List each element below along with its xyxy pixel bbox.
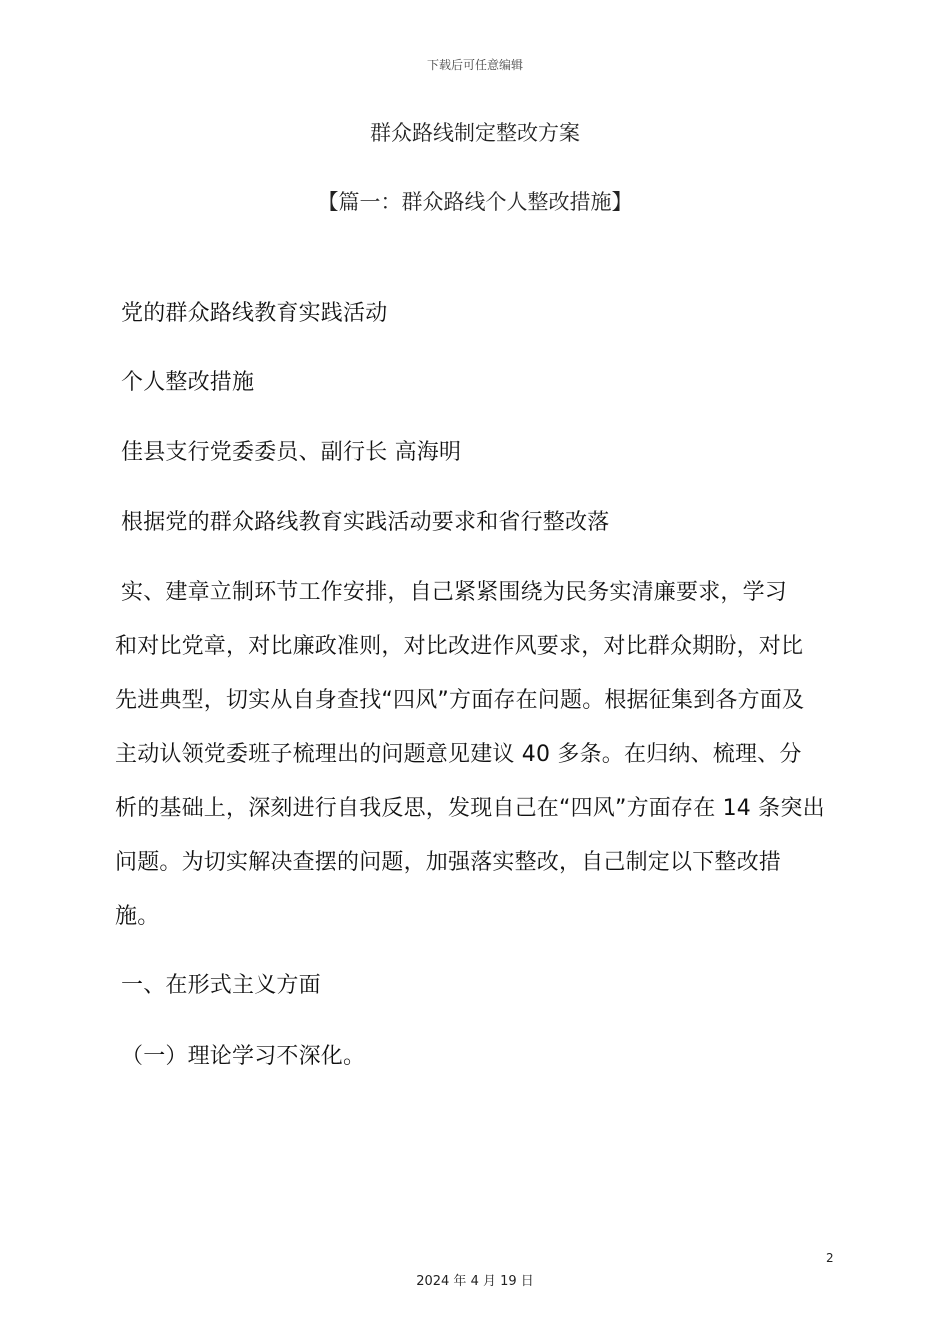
document-subtitle: 【篇一：群众路线个人整改措施】 xyxy=(317,190,633,214)
paragraph-line: 根据党的群众路线教育实践活动要求和省行整改落 xyxy=(121,510,610,535)
paragraph-line: 主动认领党委班子梳理出的问题意见建议 40 多条。在归纳、梳理、分 xyxy=(115,742,802,767)
paragraph-line: 和对比党章，对比廉政准则，对比改进作风要求，对比群众期盼，对比 xyxy=(115,634,804,659)
section-heading: 一、在形式主义方面 xyxy=(121,973,321,998)
paragraph-line: 先进典型，切实从自身查找“四风”方面存在问题。根据征集到各方面及 xyxy=(115,688,805,713)
page-number: 2 xyxy=(826,1251,834,1265)
paragraph-line: 施。 xyxy=(115,904,160,929)
page-header-note: 下载后可任意编辑 xyxy=(426,58,523,72)
footer-date: 2024 年 4 月 19 日 xyxy=(416,1274,534,1289)
subsection-heading: （一）理论学习不深化。 xyxy=(121,1044,366,1069)
paragraph-line: 析的基础上，深刻进行自我反思，发现自己在“四风”方面存在 14 条突出 xyxy=(115,796,825,821)
document-title: 群众路线制定整改方案 xyxy=(370,121,580,145)
paragraph-line: 实、建章立制环节工作安排，自己紧紧围绕为民务实清廉要求，学习 xyxy=(121,580,788,605)
author-line: 佳县支行党委委员、副行长 高海明 xyxy=(121,440,462,465)
heading-activity: 党的群众路线教育实践活动 xyxy=(121,301,388,326)
paragraph-line: 问题。为切实解决查摆的问题，加强落实整改，自己制定以下整改措 xyxy=(115,850,782,875)
heading-measures: 个人整改措施 xyxy=(121,370,255,395)
